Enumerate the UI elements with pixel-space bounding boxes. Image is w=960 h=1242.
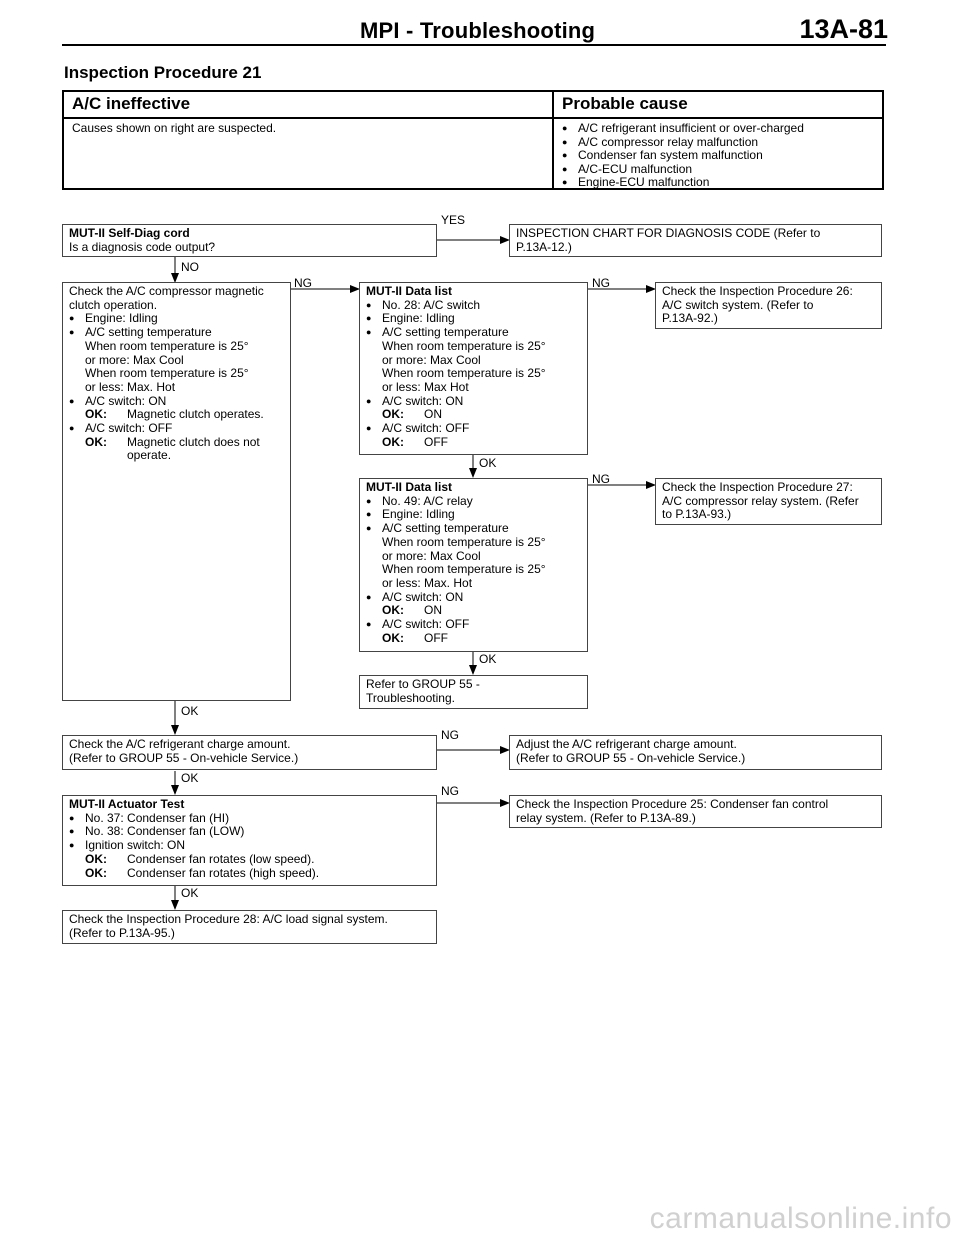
watermark: carmanualsonline.info (649, 1202, 952, 1235)
result-adjust-refrigerant: Adjust the A/C refrigerant charge amount. (Refer to GROUP 55 - On-vehicle Service.) (509, 735, 882, 770)
step-refrigerant-check: Check the A/C refrigerant charge amount. (Refer to GROUP 55 - On-vehicle Service.) (62, 735, 437, 770)
header-title: MPI - Troubleshooting (360, 18, 596, 43)
step-self-diag (62, 224, 437, 257)
step-question: Is a diagnosis code output? (69, 239, 216, 254)
label-ok: OK (181, 704, 199, 718)
label-ok: OK (479, 652, 497, 666)
label-no: NO (181, 260, 199, 274)
result-group-55: Refer to GROUP 55 - Troubleshooting. (359, 675, 588, 709)
result-diag-chart: INSPECTION CHART FOR DIAGNOSIS CODE (Refer to P.13A-12.) (509, 224, 882, 257)
cause-item: ● A/C refrigerant insufficient or over-charged (562, 122, 874, 136)
cause-item: ● A/C-ECU malfunction (562, 163, 874, 177)
table-head-symptom: A/C ineffective (64, 92, 554, 119)
result-proc-26: Check the Inspection Procedure 26: A/C switch system. (Refer to P.13A-92.) (655, 282, 882, 329)
cause-item: ● Condenser fan system malfunction (562, 149, 874, 163)
cause-item: ● A/C compressor relay malfunction (562, 136, 874, 150)
result-proc-28: Check the Inspection Procedure 28: A/C load signal system. (Refer to P.13A-95.) (62, 910, 437, 944)
table-head-cause: Probable cause (554, 92, 882, 119)
label-ng: NG (592, 276, 610, 290)
cause-item: ● Engine-ECU malfunction (562, 176, 874, 190)
procedure-title: Inspection Procedure 21 (64, 63, 262, 82)
label-ok: OK (479, 456, 497, 470)
step-clutch-check: Check the A/C compressor magnetic clutch operation. ● Engine: Idling ● A/C setting temperature When room temperature is 25° or more: Max Cool When room temperature is 25° or less: Max. Hot ● A/C switch: ON OK: Magnetic clutch operates. ● A/C switch: OFF OK: Magnetic clutch does not operate. (62, 282, 291, 701)
step-actuator-test: MUT-II Actuator Test ● No. 37: Condenser fan (HI) ● No. 38: Condenser fan (LOW) ● Ignition switch: ON OK: Condenser fan rotates (low speed). OK: Condenser fan rotates (high speed). (62, 795, 437, 886)
label-ng: NG (441, 784, 459, 798)
step-data-list-switch: MUT-II Data list ● No. 28: A/C switch ● Engine: Idling ● A/C setting temperature When room temperature is 25° or more: Max Cool When room temperature is 25° or less: Max Hot ● A/C switch: ON OK: ON ● A/C switch: OFF OK: OFF (359, 282, 588, 455)
step-title: MUT-II Self-Diag cord (69, 226, 190, 240)
label-yes: YES (441, 213, 466, 227)
label-ok: OK (181, 886, 199, 900)
result-proc-27: Check the Inspection Procedure 27: A/C compressor relay system. (Refer to P.13A-93.) (655, 478, 882, 525)
label-ng: NG (294, 276, 312, 290)
step-data-list-relay: MUT-II Data list ● No. 49: A/C relay ● Engine: Idling ● A/C setting temperature When room temperature is 25° or more: Max Cool When room temperature is 25° or less: Max. Hot ● A/C switch: ON OK: ON ● A/C switch: OFF OK: OFF (359, 478, 588, 652)
label-ok: OK (181, 771, 199, 785)
label-ng: NG (592, 472, 610, 486)
table-symptom-text: Causes shown on right are suspected. (64, 119, 554, 188)
label-ng: NG (441, 728, 459, 742)
page-number: 13A-81 (799, 14, 888, 44)
result-proc-25: Check the Inspection Procedure 25: Condenser fan control relay system. (Refer to P.13A-89.) (509, 795, 882, 828)
